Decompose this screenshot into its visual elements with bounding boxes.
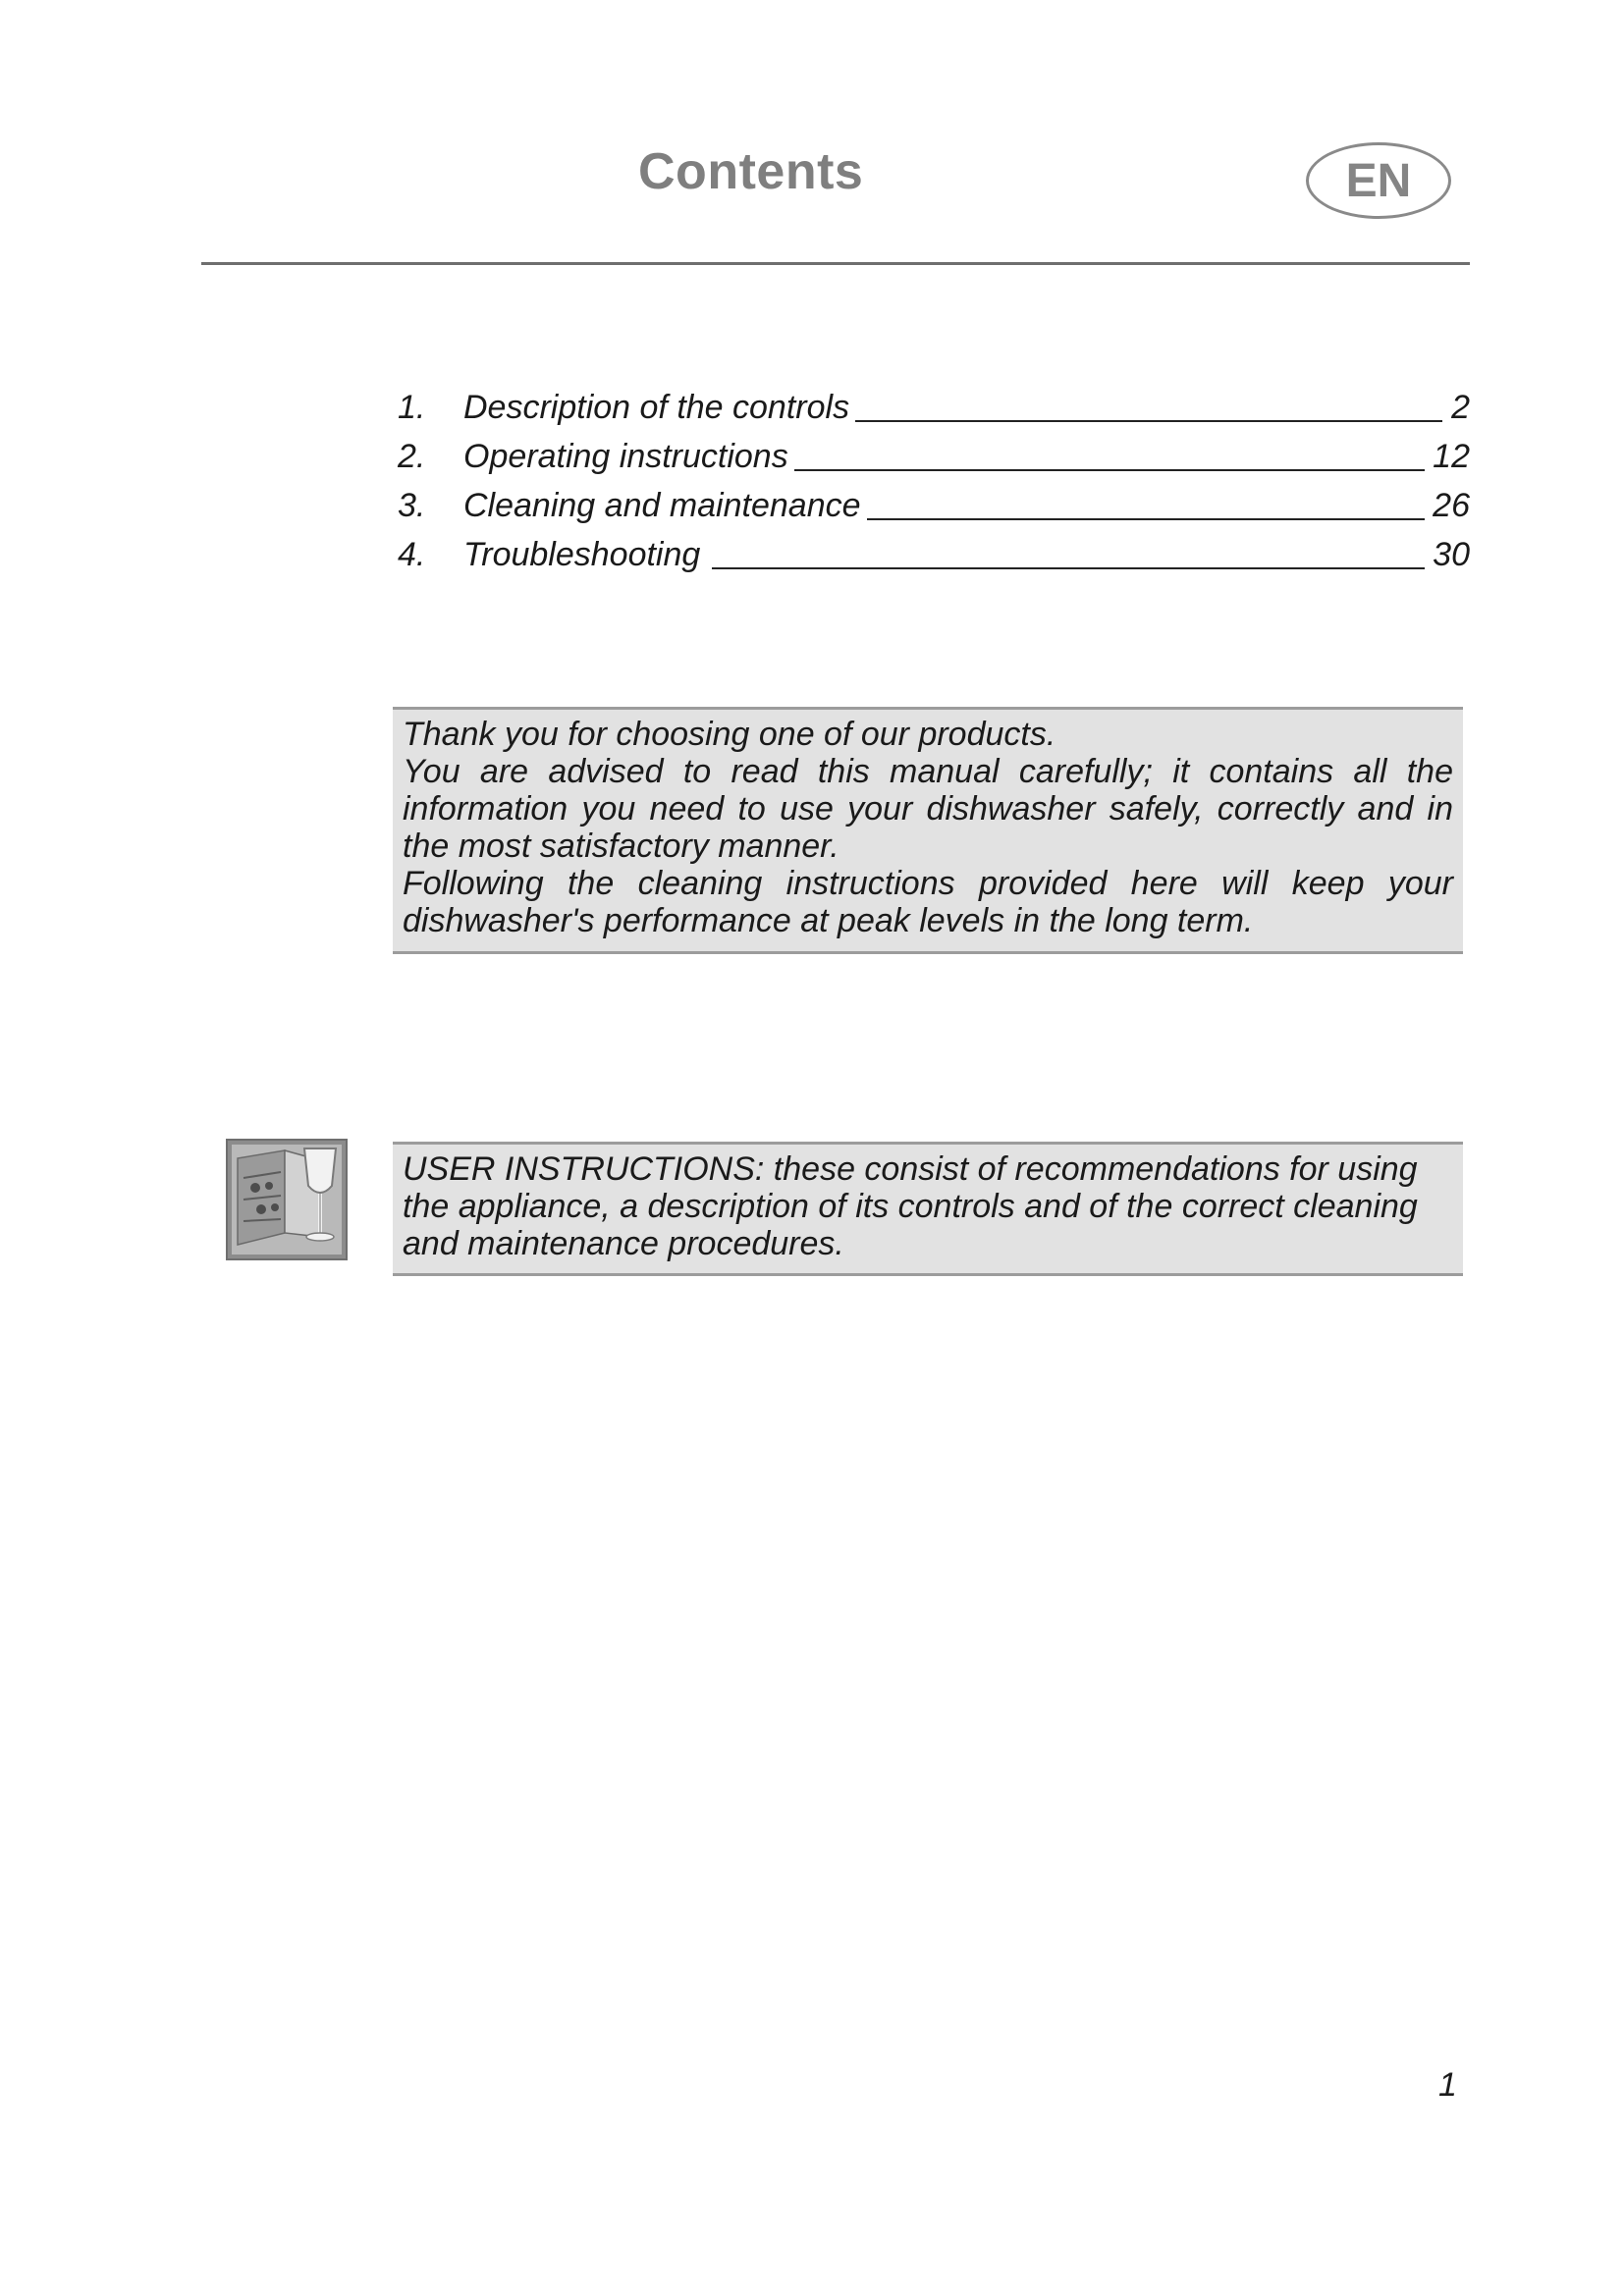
toc-entry-cleaning[interactable] <box>398 486 1470 535</box>
intro-thanks: Thank you for choosing one of our products. <box>403 716 1056 753</box>
page-title: Contents <box>638 143 864 200</box>
table-of-contents <box>398 388 1470 584</box>
intro-cleaning: Following the cleaning instructions provided here will keep your dishwasher's performance at peak levels in the long term. <box>403 865 1453 939</box>
toc-entry-label: Operating instructions <box>463 437 794 476</box>
dishwasher-glass-icon <box>226 1139 348 1260</box>
toc-entry-page: 30 <box>1433 536 1470 573</box>
toc-entry-troubleshooting[interactable] <box>398 535 1470 584</box>
toc-entry-number: 2. <box>398 438 426 475</box>
toc-leader <box>849 420 1442 422</box>
page-number: 1 <box>1438 2066 1457 2104</box>
toc-leader <box>771 469 1425 471</box>
toc-entry-number: 3. <box>398 487 426 524</box>
toc-entry-number: 4. <box>398 536 426 573</box>
toc-entry-label: Cleaning and maintenance <box>463 486 867 525</box>
toc-entry-label: Description of the controls <box>463 388 855 427</box>
toc-leader <box>839 518 1425 520</box>
intro-advice: You are advised to read this manual carefully; it contains all the information you need to use your dishwasher safely, correctly and in the most satisfactory manner. <box>403 753 1453 865</box>
toc-entry-page: 2 <box>1451 389 1470 426</box>
toc-entry-page: 26 <box>1433 487 1470 524</box>
user-instructions-note <box>393 1142 1463 1276</box>
user-instructions-text: USER INSTRUCTIONS: these consist of recommendations for using the appliance, a description of its controls and of the correct cleaning and maintenance procedures. <box>403 1150 1418 1262</box>
toc-entry-page: 12 <box>1433 438 1470 475</box>
toc-entry-label: Troubleshooting <box>463 535 706 574</box>
toc-entry-operating[interactable] <box>398 437 1470 486</box>
toc-leader <box>712 567 1425 569</box>
toc-entry-controls[interactable] <box>398 388 1470 437</box>
toc-entry-number: 1. <box>398 389 426 426</box>
intro-note <box>393 707 1463 954</box>
language-badge: EN <box>1306 142 1451 219</box>
header-divider <box>201 262 1470 265</box>
